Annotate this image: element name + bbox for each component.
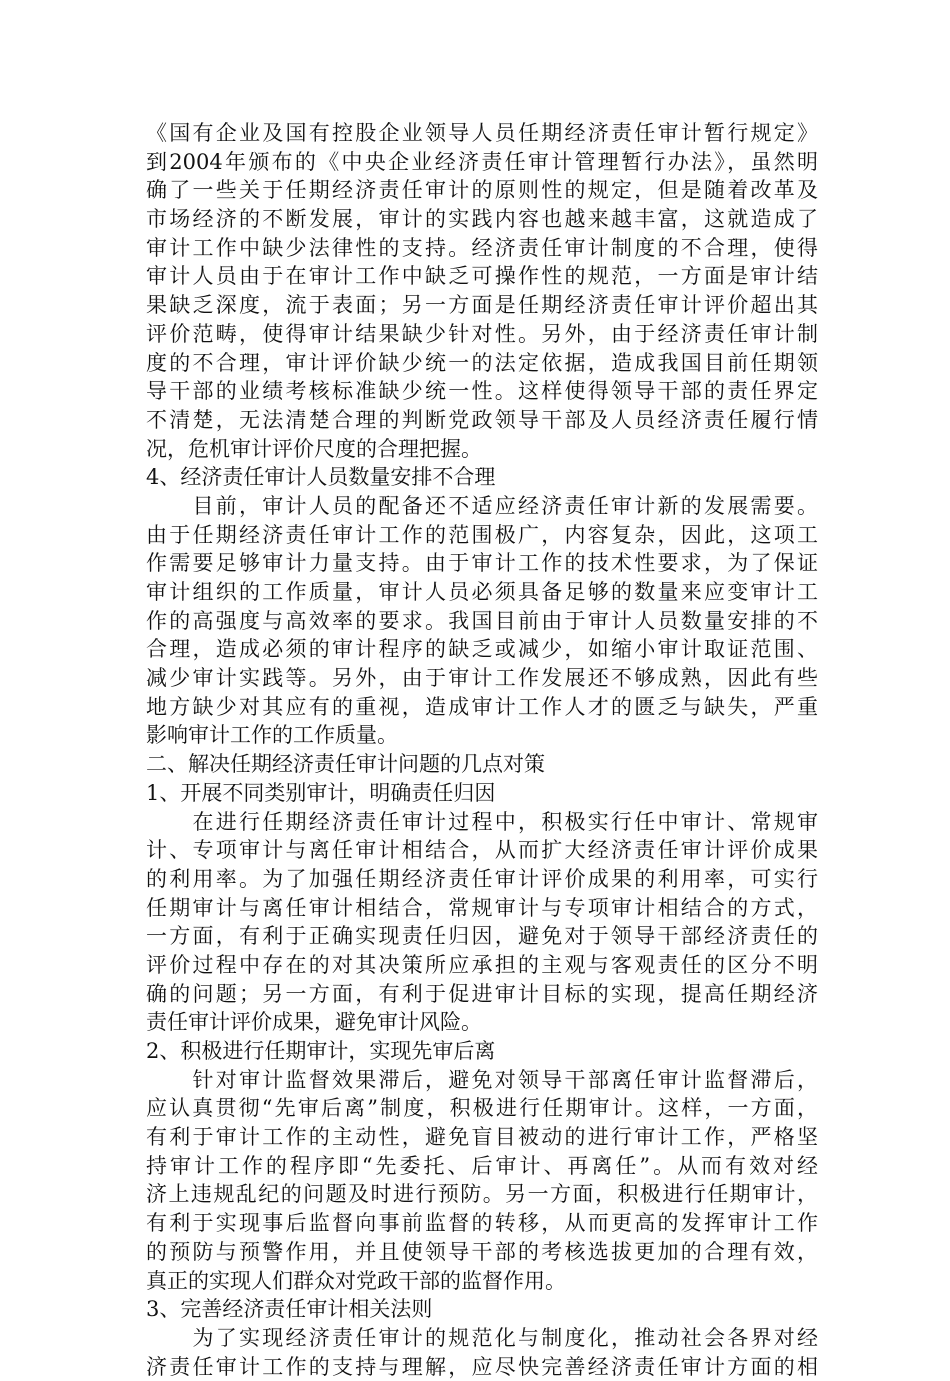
paragraph-line: 为了实现经济责任审计的规范化与制度化，推动社会各界对经 <box>146 1325 818 1350</box>
paragraph-line: 审计人员由于在审计工作中缺乏可操作性的规范，一方面是审计结 <box>146 264 818 289</box>
paragraph-line: 济上违规乱纪的问题及时进行预防。另一方面，积极进行任期审计， <box>146 1182 818 1207</box>
subsection-heading-2-1: 1、开展不同类别审计，明确责任归因 <box>146 780 496 805</box>
paragraph-line: 评价过程中存在的对其决策所应承担的主观与客观责任的区分不明 <box>146 952 818 977</box>
paragraph-line: 导干部的业绩考核标准缺少统一性。这样使得领导干部的责任界定 <box>146 379 818 404</box>
paragraph-line: 合理，造成必须的审计程序的缺乏或减少，如缩小审计取证范围、 <box>146 637 818 662</box>
paragraph-line: 的预防与预警作用，并且使领导干部的考核选拔更加的合理有效， <box>146 1239 818 1264</box>
subsection-heading-4: 4、经济责任审计人员数量安排不合理 <box>146 465 496 490</box>
paragraph-line: 确了一些关于任期经济责任审计的原则性的规定，但是随着改革及 <box>146 178 818 203</box>
paragraph-5 <box>146 1324 818 1381</box>
paragraph-line: 确的问题；另一方面，有利于促进审计目标的实现，提高任期经济 <box>146 981 818 1006</box>
paragraph-line: 况，危机审计评价尺度的合理把握。 <box>146 436 482 461</box>
paragraph-line: 一方面，有利于正确实现责任归因，避免对于领导干部经济责任的 <box>146 924 818 949</box>
paragraph-line: 应认真贯彻“先审后离”制度，积极进行任期审计。这样，一方面， <box>146 1096 818 1121</box>
paragraph-line: 真正的实现人们群众对党政干部的监督作用。 <box>146 1268 566 1293</box>
paragraph-line: 到2004年颁布的《中央企业经济责任审计管理暂行办法》，虽然明 <box>146 149 818 174</box>
paragraph-line: 减少审计实践等。另外，由于审计工作发展还不够成熟，因此有些 <box>146 666 818 691</box>
paragraph-line: 济责任审计工作的支持与理解，应尽快完善经济责任审计方面的相 <box>146 1354 818 1379</box>
paragraph-line: 影响审计工作的工作质量。 <box>146 723 398 748</box>
section-heading-2: 二、解决任期经济责任审计问题的几点对策 <box>146 752 545 777</box>
paragraph-line: 任期审计与离任审计相结合，常规审计与专项审计相结合的方式， <box>146 895 818 920</box>
subsection-heading-2-2: 2、积极进行任期审计，实现先审后离 <box>146 1039 496 1063</box>
paragraph-line: 地方缺少对其应有的重视，造成审计工作人才的匮乏与缺失，严重 <box>146 694 818 719</box>
paragraph-2 <box>146 492 818 750</box>
paragraph-line: 度的不合理，审计评价缺少统一的法定依据，造成我国目前任期领 <box>146 350 818 375</box>
paragraph-line: 《国有企业及国有控股企业领导人员任期经济责任审计暂行规定》 <box>146 121 818 145</box>
paragraph-line: 持审计工作的程序即“先委托、后审计、再离任”。从而有效对经 <box>146 1153 818 1178</box>
paragraph-line: 目前，审计人员的配备还不适应经济责任审计新的发展需要。 <box>146 493 818 518</box>
paragraph-line: 责任审计评价成果，避免审计风险。 <box>146 1010 482 1035</box>
paragraph-3 <box>146 808 818 1038</box>
paragraph-line: 在进行任期经济责任审计过程中，积极实行任中审计、常规审 <box>146 809 818 834</box>
document-page <box>146 119 818 1381</box>
paragraph-line: 评价范畴，使得审计结果缺少针对性。另外，由于经济责任审计制 <box>146 321 818 346</box>
paragraph-line: 审计组织的工作质量，审计人员必须具备足够的数量来应变审计工 <box>146 580 818 604</box>
paragraph-line: 果缺乏深度，流于表面；另一方面是任期经济责任审计评价超出其 <box>146 293 818 318</box>
paragraph-line: 审计工作中缺少法律性的支持。经济责任审计制度的不合理，使得 <box>146 235 818 260</box>
paragraph-line: 计、专项审计与离任审计相结合，从而扩大经济责任审计评价成果 <box>146 838 818 863</box>
paragraph-line: 有利于实现事后监督向事前监督的转移，从而更高的发挥审计工作 <box>146 1211 818 1236</box>
paragraph-line: 的利用率。为了加强任期经济责任审计评价成果的利用率，可实行 <box>146 866 818 891</box>
paragraph-line: 作需要足够审计力量支持。由于审计工作的技术性要求，为了保证 <box>146 551 818 576</box>
subsection-heading-2-3: 3、完善经济责任审计相关法则 <box>146 1297 433 1322</box>
paragraph-line: 有利于审计工作的主动性，避免盲目被动的进行审计工作，严格坚 <box>146 1125 818 1150</box>
paragraph-line: 针对审计监督效果滞后，避免对领导干部离任审计监督滞后， <box>146 1067 818 1092</box>
paragraph-line: 不清楚，无法清楚合理的判断党政领导干部及人员经济责任履行情 <box>146 407 818 432</box>
paragraph-line: 市场经济的不断发展，审计的实践内容也越来越丰富，这就造成了 <box>146 207 818 232</box>
paragraph-1 <box>146 119 818 463</box>
paragraph-line: 作的高强度与高效率的要求。我国目前由于审计人员数量安排的不 <box>146 608 818 633</box>
paragraph-4 <box>146 1066 818 1296</box>
paragraph-line: 由于任期经济责任审计工作的范围极广，内容复杂，因此，这项工 <box>146 522 818 547</box>
